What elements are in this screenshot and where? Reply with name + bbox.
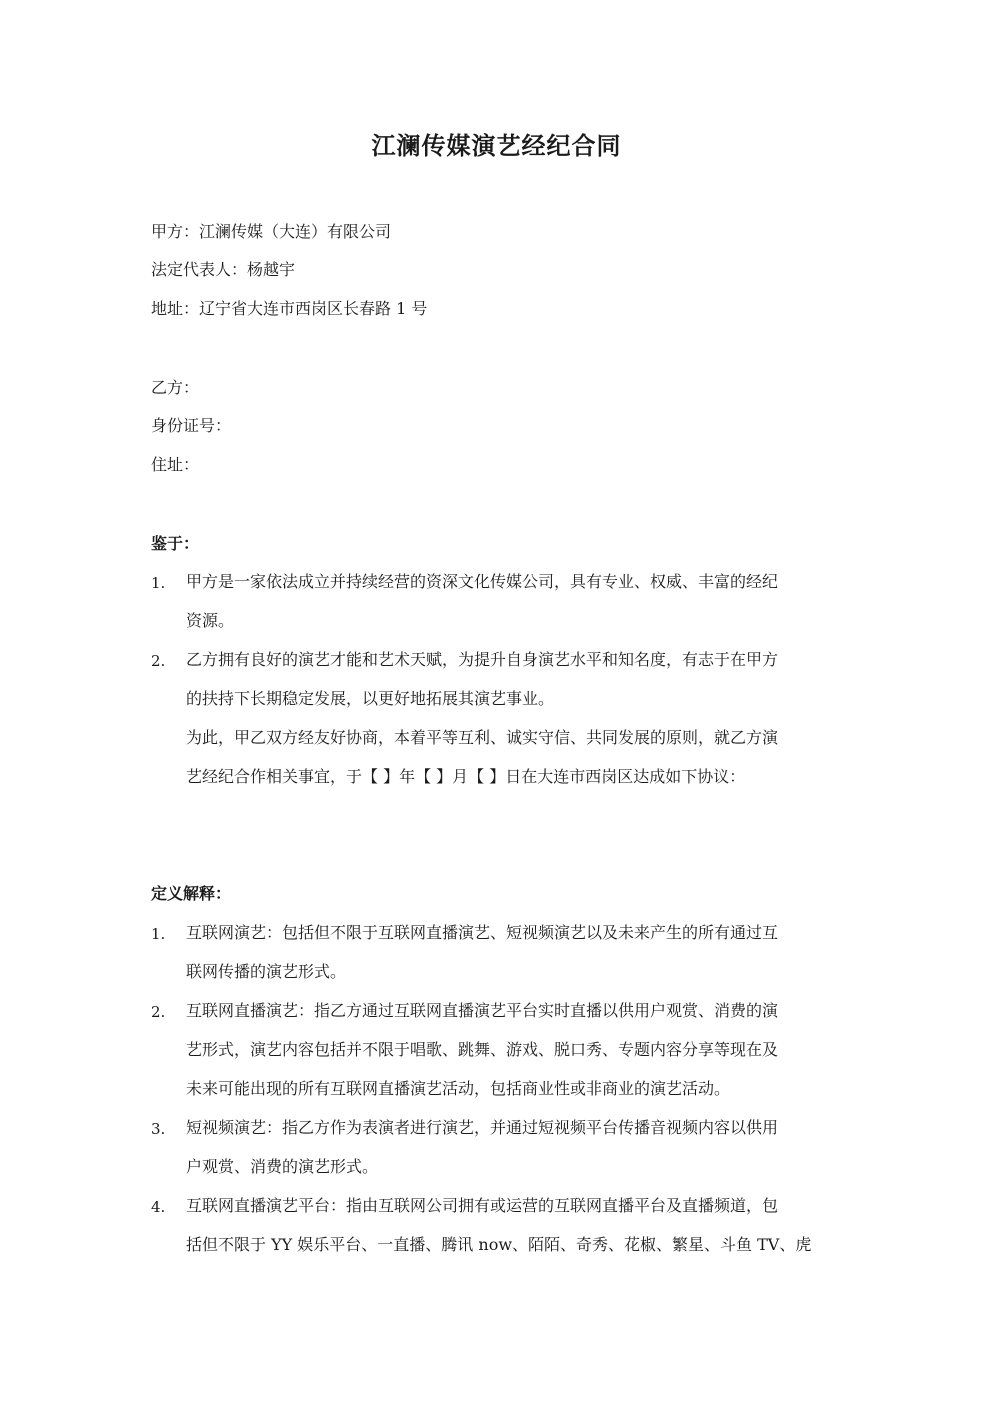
definition-item-2-line-1: 互联网直播演艺：指乙方通过互联网直播演艺平台实时直播以供用户观赏、消费的演 (186, 1001, 779, 1020)
whereas-heading: 鉴于： (151, 534, 200, 553)
party-b-address: 住址： (151, 455, 200, 474)
whereas-item-1-number: 1. (151, 574, 166, 592)
definitions-heading: 定义解释： (151, 884, 232, 903)
party-b-id-number: 身份证号： (151, 416, 232, 435)
party-a-name: 甲方：江澜传媒（大连）有限公司 (151, 222, 392, 241)
party-a-representative: 法定代表人：杨越宇 (151, 260, 296, 279)
whereas-closing-line-1: 为此，甲乙双方经友好协商，本着平等互利、诚实守信、共同发展的原则，就乙方演 (186, 728, 779, 747)
definition-item-1-line-1: 互联网演艺：包括但不限于互联网直播演艺、短视频演艺以及未来产生的所有通过互 (186, 923, 779, 942)
party-b-name: 乙方： (151, 378, 200, 397)
whereas-item-2-line-2: 的扶持下长期稳定发展，以更好地拓展其演艺事业。 (186, 689, 555, 708)
definition-item-4-number: 4. (151, 1198, 166, 1216)
whereas-closing-line-2: 艺经纪合作相关事宜，于【 】年【 】月【 】日在大连市西岗区达成如下协议： (186, 767, 746, 786)
definition-item-3-line-1: 短视频演艺：指乙方作为表演者进行演艺，并通过短视频平台传播音视频内容以供用 (186, 1118, 779, 1137)
whereas-item-1-line-2: 资源。 (186, 611, 235, 630)
definition-item-2-line-2: 艺形式，演艺内容包括并不限于唱歌、跳舞、游戏、脱口秀、专题内容分享等现在及 (186, 1040, 779, 1059)
definition-item-3-line-2: 户观赏、消费的演艺形式。 (186, 1157, 379, 1176)
definition-item-3-number: 3. (151, 1120, 166, 1138)
definition-item-2-number: 2. (151, 1003, 166, 1021)
party-a-address: 地址：辽宁省大连市西岗区长春路 1 号 (151, 299, 428, 318)
definition-item-2-line-3: 未来可能出现的所有互联网直播演艺活动，包括商业性或非商业的演艺活动。 (186, 1079, 731, 1098)
whereas-item-1-line-1: 甲方是一家依法成立并持续经营的资深文化传媒公司，具有专业、权威、丰富的经纪 (186, 572, 779, 591)
definition-item-4-line-1: 互联网直播演艺平台：指由互联网公司拥有或运营的互联网直播平台及直播频道，包 (186, 1196, 779, 1215)
definition-item-4-line-2: 括但不限于 YY 娱乐平台、一直播、腾讯 now、陌陌、奇秀、花椒、繁星、斗鱼 TV、虎 (186, 1235, 812, 1254)
definition-item-1-number: 1. (151, 925, 166, 943)
document-title: 江澜传媒演艺经纪合同 (371, 131, 622, 160)
whereas-item-2-number: 2. (151, 652, 166, 670)
whereas-item-2-line-1: 乙方拥有良好的演艺才能和艺术天赋，为提升自身演艺水平和知名度，有志于在甲方 (186, 650, 779, 669)
definition-item-1-line-2: 联网传播的演艺形式。 (186, 962, 347, 981)
